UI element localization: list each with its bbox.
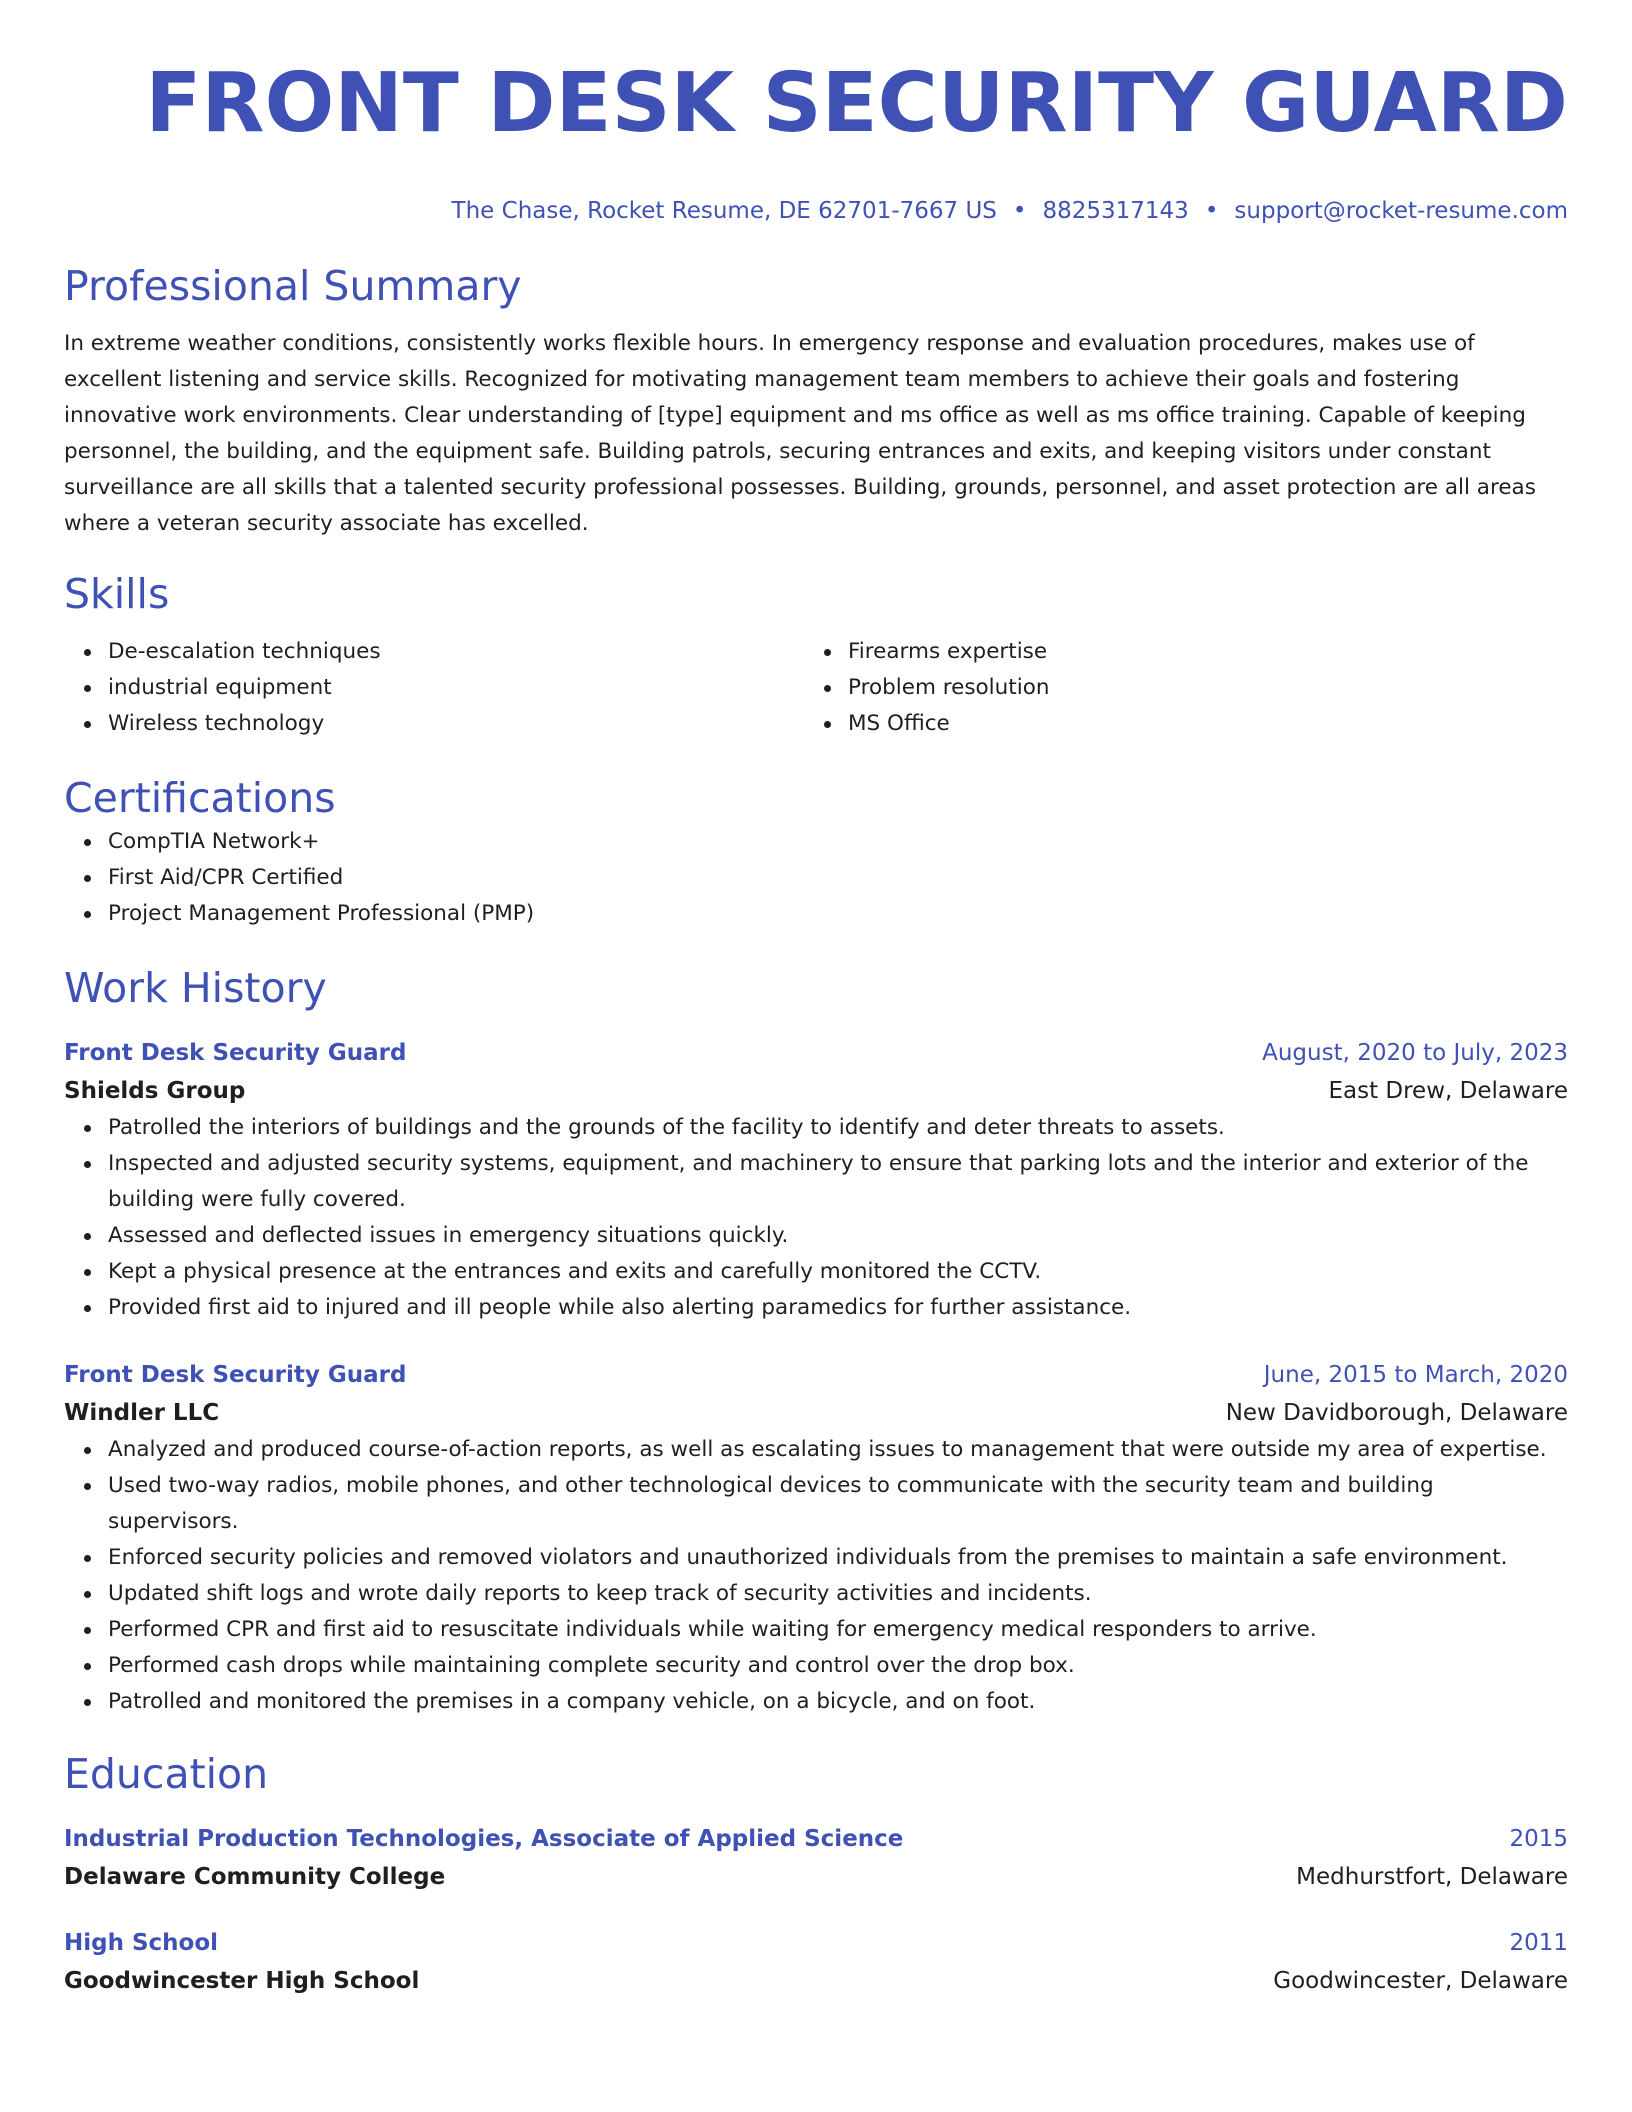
job-header-row (64, 1034, 1568, 1072)
job-duty-item: Updated shift logs and wrote daily reports to keep track of security activities and incidents. (108, 1576, 1568, 1612)
job-duty-item: Performed cash drops while maintaining complete security and control over the drop box. (108, 1648, 1568, 1684)
education-school: Delaware Community College (64, 1864, 446, 1890)
education-location: Medhurstfort, Delaware (1296, 1864, 1568, 1890)
contact-separator: • (1012, 198, 1027, 224)
skills-grid (64, 634, 1568, 742)
summary-text: In extreme weather conditions, consistently works flexible hours. In emergency response and evaluation procedures, makes use of excellent listening and service skills. Recognized for motivating management team members to achieve their goals and fostering innovative work environments. Clear understanding of [type] equipment and ms office as well as ms office training. Capable of keeping personnel, the building, and the equipment safe. Building patrols, securing entrances and exits, and keeping visitors under constant surveillance are all skills that a talented security professional possesses. Building, grounds, personnel, and asset protection are all areas where a veteran security associate has excelled. (64, 331, 1536, 536)
section-title-education: Education (64, 1750, 269, 1798)
skill-item: Wireless technology (108, 706, 804, 742)
certification-item: Project Management Professional (PMP) (108, 896, 1568, 932)
contact-line (64, 196, 1568, 226)
skills-section (64, 568, 1568, 742)
job-duty-item: Kept a physical presence at the entrances and exits and carefully monitored the CCTV. (108, 1254, 1568, 1290)
education-entry (64, 1820, 1568, 1896)
section-title-summary: Professional Summary (64, 262, 522, 310)
job-duties-list (64, 1432, 1568, 1720)
skills-list-right (804, 634, 1568, 742)
job-duty-item: Patrolled the interiors of buildings and the grounds of the facility to identify and deter threats to assets. (108, 1110, 1568, 1146)
job-dates: August, 2020 to July, 2023 (1262, 1040, 1568, 1066)
certifications-list (64, 824, 1568, 932)
job-title: Front Desk Security Guard (64, 1362, 407, 1388)
job-company: Shields Group (64, 1078, 246, 1104)
job-duty-item: Assessed and deflected issues in emergency situations quickly. (108, 1218, 1568, 1254)
skill-item: Problem resolution (848, 670, 1568, 706)
education-year: 2011 (1509, 1930, 1568, 1956)
job-company: Windler LLC (64, 1400, 220, 1426)
section-title-work-history: Work History (64, 964, 327, 1012)
education-section (64, 1748, 1568, 2000)
job-duty-item: Patrolled and monitored the premises in a company vehicle, on a bicycle, and on foot. (108, 1684, 1568, 1720)
job-dates: June, 2015 to March, 2020 (1263, 1362, 1568, 1388)
job-title: Front Desk Security Guard (64, 1040, 407, 1066)
skills-column-right (804, 634, 1568, 742)
resume-name: FRONT DESK SECURITY GUARD (145, 56, 1568, 151)
job-duty-item: Provided first aid to injured and ill people while also alerting paramedics for further assistance. (108, 1290, 1568, 1326)
certifications-section (64, 772, 1568, 932)
work-history-section (64, 962, 1568, 1720)
contact-phone: 8825317143 (1042, 198, 1189, 224)
job-duty-item: Performed CPR and first aid to resuscitate individuals while waiting for emergency medical responders to arrive. (108, 1612, 1568, 1648)
education-school-row (64, 1858, 1568, 1896)
job-duty-item: Used two-way radios, mobile phones, and other technological devices to communicate with the security team and building supervisors. (108, 1468, 1568, 1540)
job-header-row (64, 1356, 1568, 1394)
job-location: East Drew, Delaware (1328, 1078, 1568, 1104)
section-title-certifications: Certifications (64, 774, 336, 822)
certification-item: CompTIA Network+ (108, 824, 1568, 860)
skills-column-left (64, 634, 804, 742)
education-entry (64, 1924, 1568, 2000)
education-school: Goodwincester High School (64, 1968, 420, 1994)
job-org-row (64, 1072, 1568, 1110)
education-degree: High School (64, 1930, 219, 1956)
job-location: New Davidborough, Delaware (1225, 1400, 1568, 1426)
education-year: 2015 (1509, 1826, 1568, 1852)
skill-item: Firearms expertise (848, 634, 1568, 670)
section-title-skills: Skills (64, 570, 170, 618)
job-entry (64, 1034, 1568, 1326)
contact-email: support@rocket-resume.com (1234, 198, 1568, 224)
resume-header (64, 0, 1568, 226)
education-location: Goodwincester, Delaware (1273, 1968, 1568, 1994)
contact-separator: • (1204, 198, 1219, 224)
skill-item: MS Office (848, 706, 1568, 742)
education-header-row (64, 1924, 1568, 1962)
skill-item: industrial equipment (108, 670, 804, 706)
job-duty-item: Analyzed and produced course-of-action reports, as well as escalating issues to management that were outside my area of expertise. (108, 1432, 1568, 1468)
job-duty-item: Enforced security policies and removed violators and unauthorized individuals from the premises to maintain a safe environment. (108, 1540, 1568, 1576)
skill-item: De-escalation techniques (108, 634, 804, 670)
skills-list-left (64, 634, 804, 742)
job-entry (64, 1356, 1568, 1720)
job-duties-list (64, 1110, 1568, 1326)
summary-section (64, 260, 1568, 542)
job-org-row (64, 1394, 1568, 1432)
contact-address: The Chase, Rocket Resume, DE 62701-7667 US (451, 198, 997, 224)
job-duty-item: Inspected and adjusted security systems, equipment, and machinery to ensure that parking lots and the interior and exterior of the building were fully covered. (108, 1146, 1568, 1218)
education-degree: Industrial Production Technologies, Associate of Applied Science (64, 1826, 904, 1852)
education-school-row (64, 1962, 1568, 2000)
education-header-row (64, 1820, 1568, 1858)
certification-item: First Aid/CPR Certified (108, 860, 1568, 896)
